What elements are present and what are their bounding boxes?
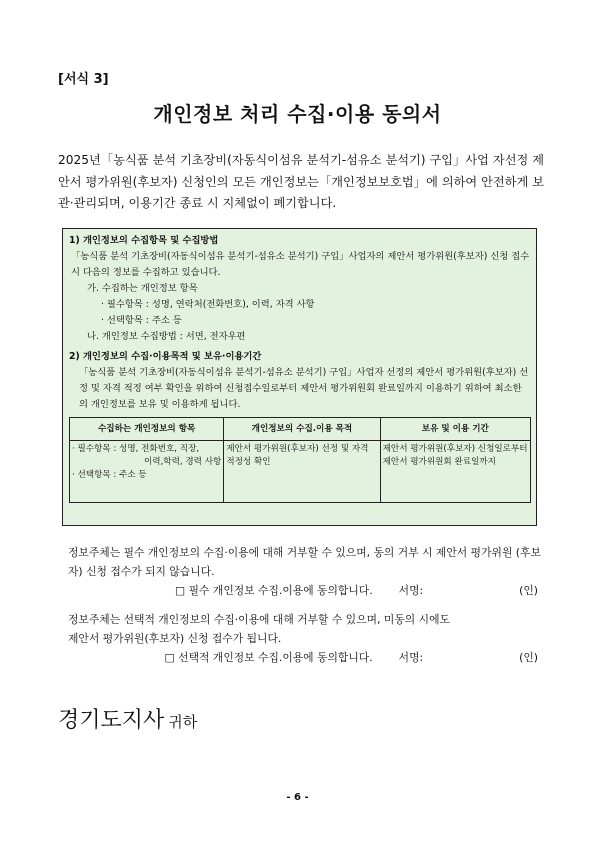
section1-text: 「농식품 분석 기초장비(자동식이섬유 분석기-섬유소 분석기) 구입」사업자의 제안서 평가위원(후보자) 신청 접수 시 다음의 정보를 수집하고 있습니다. xyxy=(71,251,530,278)
optional-consent-text-line2: 제안서 평가위원(후보자) 신청 접수가 됩니다. xyxy=(68,632,282,645)
form-number: [서식 3] xyxy=(58,72,109,87)
table-header: 보유 및 이용 기간 xyxy=(380,418,530,441)
recipient-suffix: 귀하 xyxy=(168,713,198,731)
table-header: 수집하는 개인정보의 항목 xyxy=(70,418,224,441)
required-consent-checkbox[interactable]: □ 필수 개인정보 수집.이용에 동의합니다. xyxy=(174,584,373,597)
table-cell-period: 제안서 평가위원(후보자) 신청일로부터 제안서 평가위원회 완료일까지 xyxy=(380,441,530,503)
optional-seal-mark: (인) xyxy=(519,651,538,664)
optional-consent-checkbox[interactable]: □ 선택적 개인정보 수집.이용에 동의합니다. xyxy=(164,651,373,664)
section1-item-a: 가. 수집하는 개인정보 항목 xyxy=(87,283,198,294)
items-required-line2: 이력,학력, 경력 사항 xyxy=(143,457,222,467)
required-consent-line xyxy=(68,581,538,600)
table-header-row xyxy=(70,418,531,441)
required-consent-text: 정보주체는 필수 개인정보의 수집·이용에 대해 거부할 수 있으며, 동의 거부 시 제안서 평가위원 (후보자) 신청 접수가 되지 않습니다. xyxy=(68,546,541,578)
optional-consent-line xyxy=(68,648,538,667)
section1-item-a1: · 필수항목 : 성명, 연락처(전화번호), 이력, 자격 사항 xyxy=(101,299,315,310)
items-optional: · 선택항목 : 주소 등 xyxy=(72,470,147,480)
recipient-name: 경기도지사 xyxy=(58,708,165,733)
section1-heading: 1) 개인정보의 수집항목 및 수집방법 xyxy=(69,235,219,246)
section1-item-a2: · 선택항목 : 주소 등 xyxy=(101,315,182,326)
section2-text: 「농식품 분석 기초장비(자동식이섬유 분석기-섬유소 분석기) 구입」사업자 선정의 제안서 평가위원(후보자) 선정 및 자격 적정 여부 확인을 위하여 신청접수일로부터 제안서 평가위원회 완료일까지 이용하기 위하여 최소한의 개인정보를 보유 및 이용하게 됩니다. xyxy=(79,367,529,410)
intro-paragraph: 2025년「농식품 분석 기초장비(자동식이섬유 분석기-섬유소 분석기) 구입」사업 자선정 제안서 평가위원(후보자) 신청인의 모든 개인정보는「개인정보보호법」에 의하여 안전하게 보관·관리되며, 이용기간 종료 시 지체없이 폐기합니다. xyxy=(58,153,544,210)
items-required-line1: · 필수항목 : 성명, 전화번호, 직장, xyxy=(72,444,200,454)
table-cell-items xyxy=(70,441,224,503)
optional-signature-label: 서명: xyxy=(398,651,424,664)
required-signature-label: 서명: xyxy=(398,584,424,597)
optional-consent-text-line1: 정보주체는 선택적 개인정보의 수집·이용에 대해 거부할 수 있으며, 미동의 시에도 xyxy=(68,613,450,626)
page-number: - 6 - xyxy=(286,792,309,803)
recipient xyxy=(58,703,197,734)
section1-item-b: 나. 개인정보 수집방법 : 서면, 전자우편 xyxy=(87,331,246,342)
privacy-info-box xyxy=(62,228,537,526)
document-title: 개인정보 처리 수집·이용 동의서 xyxy=(153,102,442,126)
required-consent-block xyxy=(68,543,546,600)
table-header: 개인정보의 수집.이용 목적 xyxy=(224,418,380,441)
table-row xyxy=(70,441,531,503)
required-seal-mark: (인) xyxy=(519,584,538,597)
table-cell-purpose: 제안서 평가위원(후보자) 선정 및 자격 적정성 확인 xyxy=(224,441,380,503)
retention-table xyxy=(69,417,531,503)
optional-consent-block xyxy=(68,610,546,667)
section2-heading: 2) 개인정보의 수집·이용목적 및 보유·이용기간 xyxy=(69,351,262,362)
